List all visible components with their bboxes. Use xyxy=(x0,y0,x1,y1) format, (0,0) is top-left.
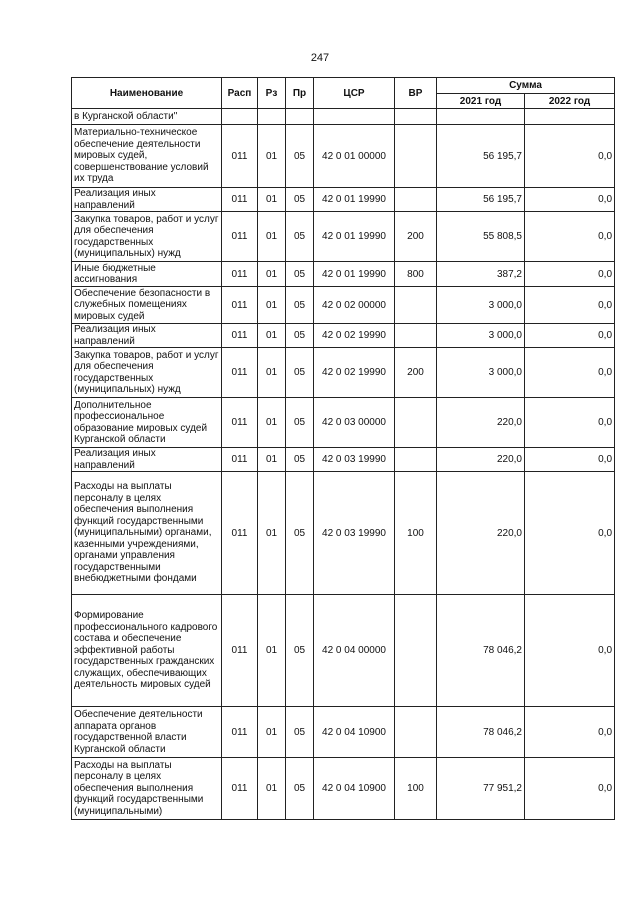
cell-vr xyxy=(395,324,437,348)
cell-pr: 05 xyxy=(286,125,314,188)
cell-rasp: 011 xyxy=(222,212,258,262)
cell-y2022: 0,0 xyxy=(525,707,615,758)
cell-rasp: 011 xyxy=(222,125,258,188)
header-rasp: Расп xyxy=(222,78,258,109)
table-row xyxy=(72,109,615,125)
cell-rz: 01 xyxy=(258,324,286,348)
cell-vr xyxy=(395,398,437,448)
cell-name: Закупка товаров, работ и услуг для обеспечения государственных (муниципальных) нужд xyxy=(72,348,222,398)
cell-y2021: 56 195,7 xyxy=(437,188,525,212)
cell-csr: 42 0 02 19990 xyxy=(314,348,395,398)
cell-y2022: 0,0 xyxy=(525,212,615,262)
cell-rz: 01 xyxy=(258,448,286,472)
cell-rz: 01 xyxy=(258,758,286,820)
cell-name: Материально-техническое обеспечение деятельности мировых судей, совершенствование условий их труда xyxy=(72,125,222,188)
cell-csr: 42 0 02 19990 xyxy=(314,324,395,348)
cell-name: Формирование профессионального кадрового состава и обеспечение эффективной работы государственных гражданских служащих, обеспечивающих деятельность мировых судей xyxy=(72,595,222,707)
cell-name: Реализация иных направлений xyxy=(72,188,222,212)
cell-csr: 42 0 01 19990 xyxy=(314,188,395,212)
cell-pr: 05 xyxy=(286,707,314,758)
table-body xyxy=(72,109,615,820)
cell-rasp: 011 xyxy=(222,324,258,348)
cell-csr: 42 0 03 19990 xyxy=(314,448,395,472)
table-row xyxy=(72,398,615,448)
cell-y2021: 220,0 xyxy=(437,398,525,448)
header-pr: Пр xyxy=(286,78,314,109)
cell-pr: 05 xyxy=(286,188,314,212)
cell-rasp: 011 xyxy=(222,188,258,212)
cell-name: Обеспечение безопасности в служебных помещениях мировых судей xyxy=(72,287,222,324)
cell-vr xyxy=(395,125,437,188)
table-row xyxy=(72,324,615,348)
cell-y2021: 78 046,2 xyxy=(437,707,525,758)
cell-y2022: 0,0 xyxy=(525,448,615,472)
header-2021: 2021 год xyxy=(437,94,525,109)
cell-name: Дополнительное профессиональное образование мировых судей Курганской области xyxy=(72,398,222,448)
cell-rasp xyxy=(222,109,258,125)
cell-y2022: 0,0 xyxy=(525,758,615,820)
cell-rz xyxy=(258,109,286,125)
cell-y2022: 0,0 xyxy=(525,287,615,324)
cell-csr xyxy=(314,109,395,125)
cell-y2021: 387,2 xyxy=(437,262,525,287)
cell-csr: 42 0 04 00000 xyxy=(314,595,395,707)
cell-y2021: 3 000,0 xyxy=(437,287,525,324)
table-row xyxy=(72,595,615,707)
table-row xyxy=(72,707,615,758)
cell-y2021: 3 000,0 xyxy=(437,324,525,348)
budget-table xyxy=(71,77,615,820)
cell-vr: 200 xyxy=(395,348,437,398)
cell-rasp: 011 xyxy=(222,348,258,398)
table-row xyxy=(72,758,615,820)
page-number: 247 xyxy=(310,52,330,64)
cell-pr: 05 xyxy=(286,324,314,348)
cell-rz: 01 xyxy=(258,348,286,398)
cell-pr: 05 xyxy=(286,287,314,324)
cell-pr: 05 xyxy=(286,472,314,595)
cell-y2022: 0,0 xyxy=(525,595,615,707)
cell-rz: 01 xyxy=(258,472,286,595)
cell-vr xyxy=(395,595,437,707)
cell-rz: 01 xyxy=(258,262,286,287)
cell-rasp: 011 xyxy=(222,472,258,595)
cell-y2022: 0,0 xyxy=(525,262,615,287)
cell-y2022: 0,0 xyxy=(525,188,615,212)
cell-vr xyxy=(395,448,437,472)
cell-rasp: 011 xyxy=(222,758,258,820)
cell-csr: 42 0 01 19990 xyxy=(314,212,395,262)
cell-vr xyxy=(395,109,437,125)
cell-vr xyxy=(395,188,437,212)
cell-rz: 01 xyxy=(258,125,286,188)
cell-y2021: 220,0 xyxy=(437,448,525,472)
header-2022: 2022 год xyxy=(525,94,615,109)
cell-y2022: 0,0 xyxy=(525,472,615,595)
table-row xyxy=(72,125,615,188)
cell-name: Расходы на выплаты персоналу в целях обеспечения выполнения функций государственными (муниципальными) органами, казенными учреждениями, органами управления государственными внебюджетными фондами xyxy=(72,472,222,595)
table-row xyxy=(72,188,615,212)
cell-rz: 01 xyxy=(258,398,286,448)
cell-name: Иные бюджетные ассигнования xyxy=(72,262,222,287)
cell-y2021: 78 046,2 xyxy=(437,595,525,707)
cell-csr: 42 0 01 19990 xyxy=(314,262,395,287)
cell-y2021: 55 808,5 xyxy=(437,212,525,262)
cell-rz: 01 xyxy=(258,188,286,212)
cell-y2022: 0,0 xyxy=(525,125,615,188)
header-rz: Рз xyxy=(258,78,286,109)
cell-csr: 42 0 02 00000 xyxy=(314,287,395,324)
cell-y2021: 77 951,2 xyxy=(437,758,525,820)
cell-csr: 42 0 04 10900 xyxy=(314,758,395,820)
cell-csr: 42 0 04 10900 xyxy=(314,707,395,758)
table-row xyxy=(72,448,615,472)
cell-pr: 05 xyxy=(286,758,314,820)
cell-rasp: 011 xyxy=(222,398,258,448)
cell-rasp: 011 xyxy=(222,262,258,287)
cell-y2021: 56 195,7 xyxy=(437,125,525,188)
cell-name: Закупка товаров, работ и услуг для обеспечения государственных (муниципальных) нужд xyxy=(72,212,222,262)
cell-pr: 05 xyxy=(286,595,314,707)
cell-name: Реализация иных направлений xyxy=(72,448,222,472)
cell-y2022: 0,0 xyxy=(525,324,615,348)
cell-rasp: 011 xyxy=(222,707,258,758)
cell-rasp: 011 xyxy=(222,595,258,707)
cell-vr: 100 xyxy=(395,472,437,595)
cell-y2022: 0,0 xyxy=(525,348,615,398)
table-row xyxy=(72,348,615,398)
cell-pr: 05 xyxy=(286,348,314,398)
cell-vr: 200 xyxy=(395,212,437,262)
cell-pr xyxy=(286,109,314,125)
cell-vr: 800 xyxy=(395,262,437,287)
cell-y2022: 0,0 xyxy=(525,398,615,448)
cell-pr: 05 xyxy=(286,398,314,448)
cell-name: Расходы на выплаты персоналу в целях обеспечения выполнения функций государственными (муниципальными) xyxy=(72,758,222,820)
cell-pr: 05 xyxy=(286,212,314,262)
cell-csr: 42 0 01 00000 xyxy=(314,125,395,188)
table-row xyxy=(72,212,615,262)
cell-rasp: 011 xyxy=(222,448,258,472)
cell-rz: 01 xyxy=(258,212,286,262)
cell-y2021: 3 000,0 xyxy=(437,348,525,398)
table-row xyxy=(72,287,615,324)
cell-pr: 05 xyxy=(286,448,314,472)
cell-y2021 xyxy=(437,109,525,125)
cell-rz: 01 xyxy=(258,287,286,324)
header-csr: ЦСР xyxy=(314,78,395,109)
cell-y2022 xyxy=(525,109,615,125)
header-name: Наименование xyxy=(72,78,222,109)
table-row xyxy=(72,262,615,287)
cell-pr: 05 xyxy=(286,262,314,287)
cell-csr: 42 0 03 00000 xyxy=(314,398,395,448)
cell-rasp: 011 xyxy=(222,287,258,324)
cell-name: Обеспечение деятельности аппарата органов государственной власти Курганской области xyxy=(72,707,222,758)
cell-y2021: 220,0 xyxy=(437,472,525,595)
cell-rz: 01 xyxy=(258,707,286,758)
cell-vr: 100 xyxy=(395,758,437,820)
table-row xyxy=(72,472,615,595)
header-sum: Сумма xyxy=(437,78,615,94)
cell-name: в Курганской области" xyxy=(72,109,222,125)
cell-vr xyxy=(395,287,437,324)
cell-rz: 01 xyxy=(258,595,286,707)
cell-csr: 42 0 03 19990 xyxy=(314,472,395,595)
cell-name: Реализация иных направлений xyxy=(72,324,222,348)
header-vr: ВР xyxy=(395,78,437,109)
cell-vr xyxy=(395,707,437,758)
